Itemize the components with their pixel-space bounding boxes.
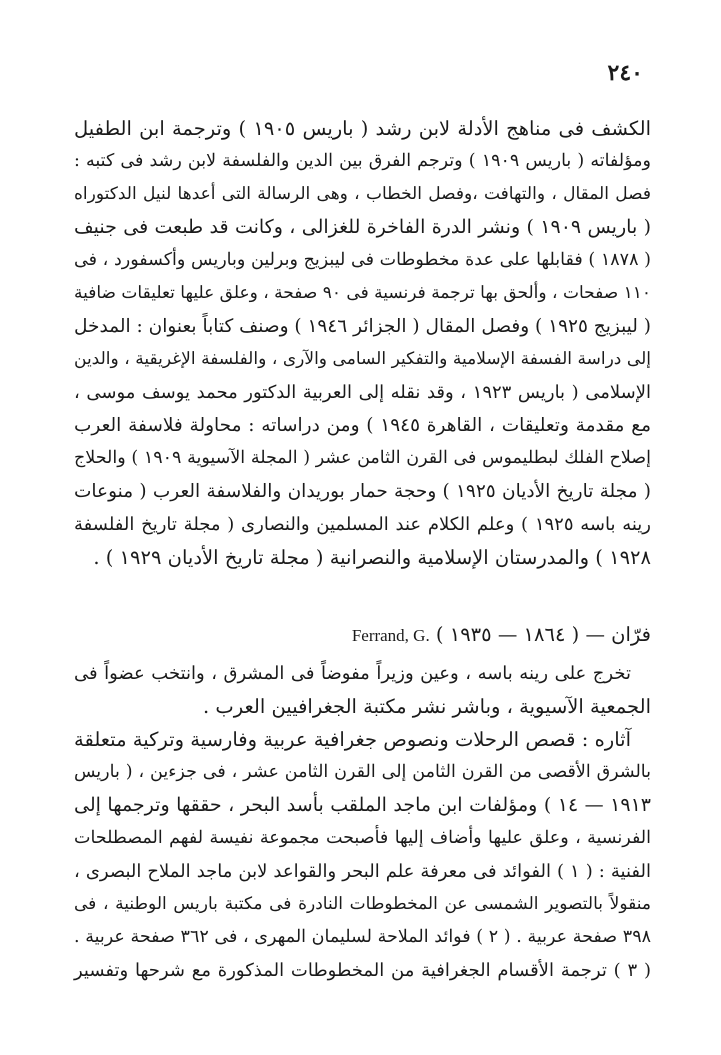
entry-dates: ( ١٨٦٤ — ١٩٣٥ )	[435, 623, 580, 646]
text-line: ( باريس ١٩٠٩ ) ونشر الدرة الفاخرة للغزالى ، وكانت قد طبعت فى جنيف	[74, 216, 651, 238]
paragraph-ferrand-entry	[74, 657, 651, 987]
text-line: ( ليبزيج ١٩٢٥ ) وفصل المقال ( الجزائر ١٩٤٦ ) وصنف كتاباً بعنوان : المدخل	[74, 316, 651, 337]
text-line: ( مجلة تاريخ الأديان ١٩٢٥ ) وحجة حمار بوريدان والفلاسفة العرب ( منوعات	[74, 481, 651, 502]
text-line: ( ١٨٧٨ ) فقابلها على عدة مخطوطات فى ليبزيج وبرلين وباريس وأكسفورد ، فى	[74, 250, 651, 270]
entry-name: فرّان —	[585, 623, 651, 646]
text-line: ١٩١٣ — ١٤ ) ومؤلفات ابن ماجد الملقب بأسد البحر ، حققها وترجمها إلى	[74, 794, 651, 816]
text-line: الإسلامى ( باريس ١٩٢٣ ، وقد نقله إلى العربية الدكتور محمد يوسف موسى ،	[74, 382, 651, 403]
text-line: الفرنسية ، وعلق عليها وأضاف إليها فأصبحت مجموعة نفيسة لفهم المصطلحات	[74, 828, 651, 848]
text-line: الكشف فى مناهج الأدلة لابن رشد ( باريس ١٩٠٥ ) وترجمة ابن الطفيل	[74, 117, 651, 140]
text-line: فصل المقال ، والتهافت ،وفصل الخطاب ، وهى الرسالة التى أعدها لنيل الدكتوراه	[74, 184, 651, 204]
text-line: الفنية : ( ١ ) الفوائد فى معرفة علم البحر والقواعد لابن ماجد الملاح البصرى ،	[74, 861, 651, 882]
text-line: ١٩٢٨ ) والمدرستان الإسلامية والنصرانية ( مجلة تاريخ الأديان ١٩٢٩ ) .	[93, 546, 651, 569]
text-line: تخرج على رينه باسه ، وعين وزيراً مفوضاً فى المشرق ، وانتخب عضواً فى	[74, 663, 631, 684]
text-line: ( ٣ ) ترجمة الأقسام الجغرافية من المخطوطات المذكورة مع شرحها وتفسير	[74, 960, 651, 981]
text-line: ومؤلفاته ( باريس ١٩٠٩ ) وترجم الفرق بين الدين والفلسفة لابن رشد فى كتبه :	[74, 151, 651, 171]
page-number: ٢٤٠	[607, 60, 643, 86]
text-line: بالشرق الأقصى من القرن الثامن إلى القرن الثامن عشر ، فى جزءين ، ( باريس	[74, 762, 651, 782]
entry-heading	[300, 618, 651, 651]
text-line: الجمعية الآسيوية ، وباشر نشر مكتبة الجغرافيين العرب .	[202, 695, 651, 718]
text-line: رينه باسه ١٩٢٥ ) وعلم الكلام عند المسلمين والنصارى ( مجلة تاريخ الفلسفة	[74, 514, 651, 535]
text-line: ١١٠ صفحات ، وألحق بها ترجمة فرنسية فى ٩٠ صفحة ، وعلق عليها تعليقات ضافية	[74, 283, 651, 303]
text-line: إلى دراسة الفسفة الإسلامية والتفكير السامى والآرى ، والفلسفة الإغريقية ، والدين	[74, 349, 651, 369]
text-line: منقولاً بالتصوير الشمسى عن المخطوطات النادرة فى مكتبة باريس الوطنية ، فى	[74, 894, 651, 914]
text-line: مع مقدمة وتعليقات ، القاهرة ١٩٤٥ ) ومن دراساته : محاولة فلاسفة العرب	[74, 415, 651, 436]
paragraph-previous-entry	[74, 112, 651, 574]
text-line: ٣٩٨ صفحة عربية . ( ٢ ) فوائد الملاحة لسليمان المهرى ، فى ٣٦٢ صفحة عربية .	[74, 927, 651, 947]
entry-latin-name: Ferrand, G.	[351, 626, 430, 645]
text-line: إصلاح الفلك لبطليموس فى القرن الثامن عشر ( المجلة الآسيوية ١٩٠٩ ) والحلاج	[74, 448, 651, 468]
text-line: آثاره : قصص الرحلات ونصوص جغرافية عربية وفارسية وتركية متعلقة	[74, 728, 631, 751]
